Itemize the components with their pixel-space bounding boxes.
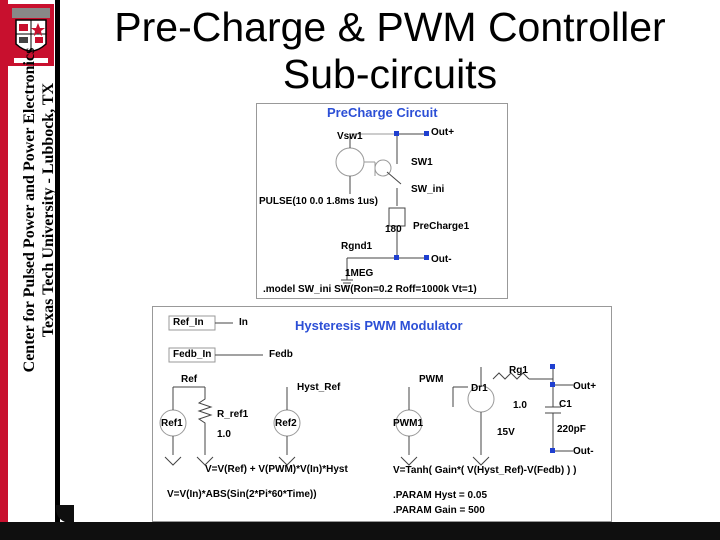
label-out-neg: Out-	[431, 254, 452, 265]
label-rgnd1: Rgnd1	[341, 241, 373, 252]
label-vsw1: Vsw1	[337, 131, 363, 142]
label-equation-tanh: V=Tanh( Gain*( V(Hyst_Ref)-V(Fedb) ) )	[393, 465, 577, 476]
label-rg1: Rg1	[509, 365, 528, 376]
sidebar-red-stripe	[0, 0, 8, 540]
label-fedb-in: Fedb_In	[173, 349, 212, 360]
label-out-pos: Out+	[431, 127, 455, 138]
label-ref1: Ref1	[161, 418, 183, 429]
label-precharge1: PreCharge1	[413, 221, 470, 232]
label-in: In	[239, 317, 248, 328]
label-c1-value: 220pF	[557, 424, 586, 435]
label-ref: Ref	[181, 374, 198, 385]
label-ref2: Ref2	[275, 418, 297, 429]
sidebar	[0, 0, 62, 540]
label-pwm: PWM	[419, 374, 444, 385]
label-param-gain: .PARAM Gain = 500	[393, 505, 485, 516]
hysteresis-title: Hysteresis PWM Modulator	[295, 318, 463, 333]
label-r-ref1: R_ref1	[217, 409, 249, 420]
label-out-neg-pwm: Out-	[573, 446, 594, 457]
label-r-ref1-value: 1.0	[217, 429, 231, 440]
label-ref-in: Ref_In	[173, 317, 204, 328]
label-dr1-value: 15V	[497, 427, 515, 438]
label-c1: C1	[559, 399, 572, 410]
label-model: .model SW_ini SW(Ron=0.2 Roff=1000k Vt=1)	[263, 284, 477, 295]
label-pwm1: PWM1	[393, 418, 423, 429]
title-line-1: Pre-Charge & PWM Controller	[114, 4, 666, 50]
precharge-schematic	[256, 103, 508, 299]
label-sw-ini: SW_ini	[411, 184, 445, 195]
label-sw1: SW1	[411, 157, 433, 168]
label-rg1-value: 1.0	[513, 400, 527, 411]
label-fedb: Fedb	[269, 349, 293, 360]
sidebar-caption	[20, 20, 58, 400]
label-dr1: Dr1	[471, 383, 488, 394]
bottom-bar	[0, 522, 720, 540]
label-pulse: PULSE(10 0.0 1.8ms 1us)	[259, 196, 378, 207]
label-hyst-ref: Hyst_Ref	[297, 382, 341, 393]
sidebar-line-university: Texas Tech University - Lubbock, TX	[40, 82, 57, 338]
precharge-title: PreCharge Circuit	[327, 105, 438, 120]
label-equation-sin: V=V(In)*ABS(Sin(2*Pi*60*Time))	[167, 489, 317, 500]
label-equation-hyst: V=V(Ref) + V(PWM)*V(In)*Hyst	[205, 464, 348, 475]
sidebar-line-center: Center for Pulsed Power and Power Electronics	[21, 47, 38, 373]
label-1meg: 1MEG	[345, 268, 374, 279]
slide-title	[80, 4, 700, 98]
label-out-pos-pwm: Out+	[573, 381, 597, 392]
title-line-2: Sub-circuits	[282, 51, 498, 97]
label-param-hyst: .PARAM Hyst = 0.05	[393, 490, 488, 501]
hysteresis-schematic	[152, 306, 612, 522]
label-r180: 180	[385, 224, 402, 235]
